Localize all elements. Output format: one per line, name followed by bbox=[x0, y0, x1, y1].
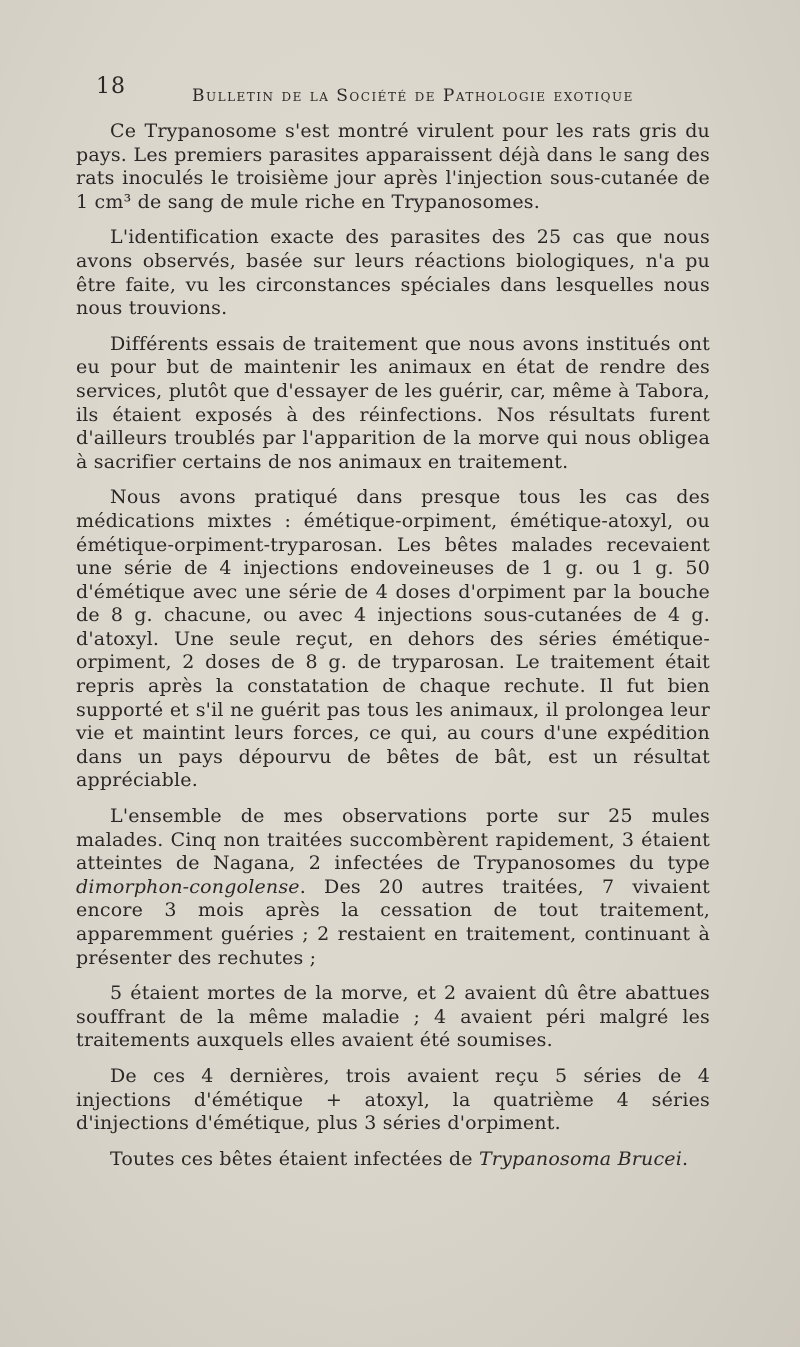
paragraph-text: Toutes ces bêtes étaient infectées de bbox=[110, 1147, 479, 1170]
page-header bbox=[96, 74, 736, 114]
paragraph-text: L'identification exacte des parasites des 25 cas que nous avons observés, basée sur leurs réactions biologiques, n'a pu être faite, vu les circonstances spéciales dans lesquelles nous nous trouvions. bbox=[76, 226, 710, 320]
paragraph-text: De ces 4 dernières, trois avaient reçu 5 séries de 4 injections d'émétique + atoxyl, la quatrième 4 séries d'injections d'émétique, plus 3 séries d'orpiment. bbox=[76, 1064, 710, 1135]
paragraph-text: 5 étaient mortes de la morve, et 2 avaient dû être abattues souffrant de la même maladie ; 4 avaient péri malgré les traitements auxquels elles avaient été soumises. bbox=[76, 982, 710, 1052]
italic-taxon: Trypanosoma Brucei bbox=[478, 1147, 683, 1170]
italic-taxon: dimorphon-congolense bbox=[76, 875, 300, 898]
paragraph-text: Nous avons pratiqué dans presque tous les cas des médications mixtes : émétique-orpiment, émétique-atoxyl, ou émétique-orpiment-tryparosan. Les bêtes malades recevaient une série de 4 injections endoveineuses de 1 g. ou 1 g. 50 d'émétique avec une série de 4 doses d'orpiment par la bouche de 8 g. chacune, ou avec 4 injections sous-cutanées de 4 g. d'atoxyl. Une seule reçut, en dehors des séries émétique-orpiment, 2 doses de 8 g. de tryparosan. Le traitement était repris après la constatation de chaque rechute. Il fut bien supporté et s'il ne guérit pas tous les animaux, il prolongea leur vie et maintint leurs forces, ce qui, au cours d'une expédition dans un pays dépourvu de bêtes de bât, est un résultat appréciable. bbox=[76, 486, 710, 792]
paragraph-text: Différents essais de traitement que nous avons institués ont eu pour but de maintenir les animaux en état de rendre des services, plutôt que d'essayer de les guérir, car, même à Tabora, ils étaient exposés à des réinfections. Nos résultats furent d'ailleurs troublés par l'apparition de la morve qui nous obligea à sacrifier certains de nos animaux en traitement. bbox=[76, 332, 710, 473]
paragraph bbox=[76, 805, 710, 970]
page-number: 18 bbox=[96, 74, 126, 99]
paragraph-text: . bbox=[682, 1147, 689, 1170]
paragraph bbox=[76, 982, 710, 1053]
body-text bbox=[76, 120, 710, 1171]
paragraph bbox=[76, 486, 710, 793]
paragraph-text: . Des 20 autres traitées, 7 vivaient encore 3 mois après la cessation de tout traitement, apparemment guéries ; 2 restaient en traitement, continuant à présenter des rechutes ; bbox=[76, 875, 710, 969]
paragraph bbox=[76, 226, 710, 320]
paragraph-text: Ce Trypanosome s'est montré virulent pour les rats gris du pays. Les premiers parasites apparaissent déjà dans le sang des rats inoculés le troisième jour après l'injection sous-cutanée de 1 cm³ de sang de mule riche en Trypanosomes. bbox=[76, 120, 710, 213]
paragraph bbox=[76, 120, 710, 214]
paragraph bbox=[76, 1148, 710, 1172]
running-title: Bulletin de la Société de Pathologie exotique bbox=[192, 86, 634, 106]
paragraph bbox=[76, 333, 710, 475]
paragraph bbox=[76, 1065, 710, 1136]
paragraph-text: L'ensemble de mes observations porte sur 25 mules malades. Cinq non traitées succombèrent rapidement, 3 étaient atteintes de Nagana, 2 infectées de Trypanosomes du type bbox=[76, 805, 710, 875]
